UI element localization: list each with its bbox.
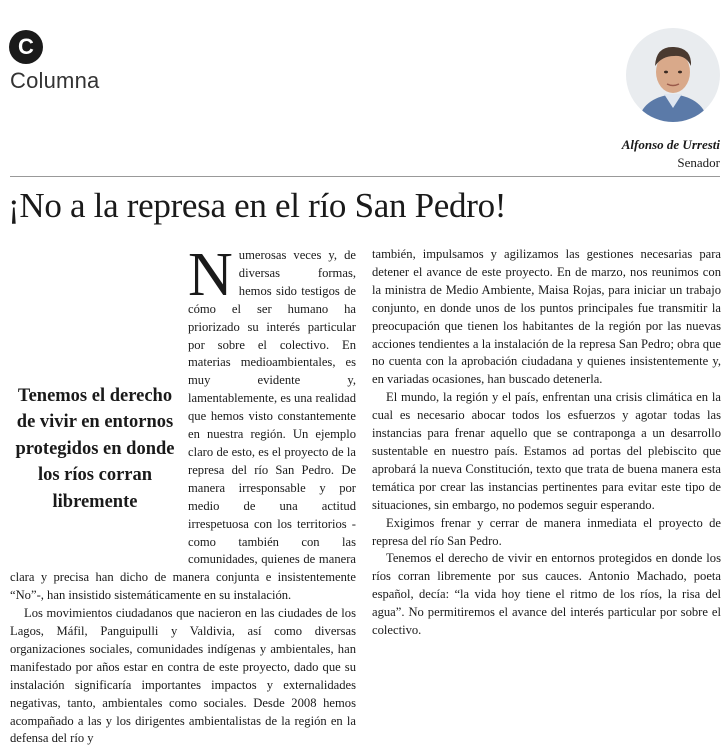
paragraph: El mundo, la región y el país, enfrentan una crisis climática en la cual es necesario abocar todos los esfuerzos y agotar todas las instancias para frenar aquello que se contraponga a un desarrollo sustentable en nuestro país. Estamos ad portas del plebiscito que aprobará la nueva Constitución, texto que trata de buena manera esta temática por crear las instancias pertinentes para evitar este tipo de situaciones, sin embargo, no podemos seguir esperando. (372, 390, 721, 512)
header-divider (10, 176, 720, 177)
article-headline: ¡No a la represa en el río San Pedro! (8, 186, 507, 225)
paragraph: Exigimos frenar y cerrar de manera inmediata el proyecto de represa del río San Pedro. (372, 515, 721, 548)
section-label: Columna (10, 68, 100, 93)
author-byline (622, 136, 720, 172)
author-name: Alfonso de Urresti (621, 137, 720, 152)
author-role: Senador (677, 155, 720, 170)
left-column (10, 241, 356, 748)
pull-quote: Tenemos el derecho de vivir en entornos protegidos en donde los ríos corran libremente (15, 386, 175, 512)
paragraph: Tenemos el derecho de vivir en entornos protegidos en donde los ríos corran libremente por sus cauces. Antonio Machado, poeta español, decía: “la vida hoy tiene el ritmo de los ríos, la risa del agua”. No permitiremos el avance del interés particular por sobre el colectivo. (372, 551, 721, 638)
paragraph: Los movimientos ciudadanos que nacieron en las ciudades de los Lagos, Máfil, Panguipulli y Valdivia, así como diversas organizaciones sociales, comunidades indígenas y ambientales, han manifestado por años estar en contra de este proyecto, dado que su instalación significaría importantes impactos y externalidades negativas, tanto, ambientales como sociales. Desde 2008 hemos acompañado a las y los dirigentes ambientalistas de la región en la defensa del río y (10, 606, 356, 746)
right-column (372, 246, 721, 640)
paragraph-text: umerosas veces y, de diversas formas, hemos sido testigos de cómo el ser humano ha priorizado su interés particular por sobre el colectivo. En materias medioambientales, es muy evidente y, lamentablemente, es una realidad que hemos visto constantemente en nuestra región. Un ejemplo claro de esto, es el proyecto de la represa del río San Pedro. De manera irresponsable y por medio de una actitud irrespetuosa con los territorios -como también con las comunidades, quienes de manera clara y precisa han dicho de manera conjunta e insistentemente “No”-, han insistido sistemáticamente en su instalación. (10, 248, 356, 603)
column-badge: C (9, 30, 43, 64)
drop-cap: N (188, 241, 233, 309)
author-photo (626, 28, 720, 122)
paragraph: también, impulsamos y agilizamos las gestiones necesarias para detener el avance de este proyecto. En de marzo, nos reunimos con la ministra de Medio Ambiente, Maisa Rojas, para iniciar un trabajo conjunto, en donde unos de los puntos principales fue transmitir la preocupación que tienen los habitantes de la región por las nuevas acciones tendientes a la instalación de la represa San Pedro; obra que no cuenta con la aprobación ciudadana y quienes insistentemente y, en variadas ocasiones, han buscado detenerla. (372, 247, 721, 387)
